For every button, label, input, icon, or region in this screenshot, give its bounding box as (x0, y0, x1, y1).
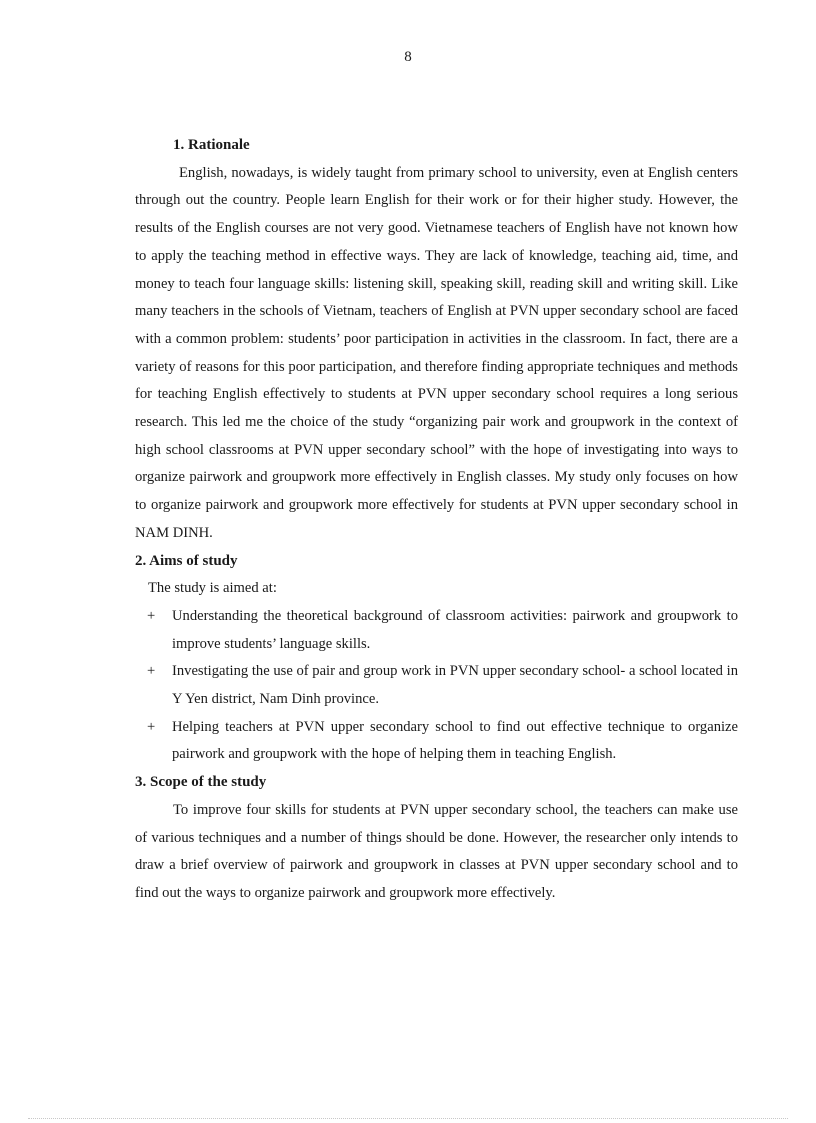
aims-item-text: Understanding the theoretical background of classroom activities: pairwork and groupwork to improve students’ language skills. (172, 607, 738, 652)
document-body (135, 132, 738, 908)
aims-item-text: Helping teachers at PVN upper secondary school to find out effective technique to organize pairwork and groupwork with the hope of helping them in teaching English. (172, 718, 738, 763)
plus-bullet-icon: + (147, 718, 156, 735)
aims-list-item (135, 714, 738, 769)
page-number: 8 (404, 49, 412, 65)
aims-list (135, 603, 738, 769)
scope-paragraph: To improve four skills for students at PVN upper secondary school, the teachers can make use of various techniques and a number of things should be done. However, the researcher only intends to draw a brief overview of pairwork and groupwork in classes at PVN upper secondary school and to find out the ways to organize pairwork and groupwork more effectively. (135, 801, 738, 901)
section-heading-rationale: 1. Rationale (173, 137, 250, 153)
aims-list-item (135, 658, 738, 713)
section-heading-scope: 3. Scope of the study (135, 774, 267, 791)
aims-item-text: Investigating the use of pair and group work in PVN upper secondary school- a school located in Y Yen district, Nam Dinh province. (172, 663, 738, 708)
plus-bullet-icon: + (147, 663, 156, 680)
plus-bullet-icon: + (147, 607, 156, 624)
aims-list-item (135, 603, 738, 658)
section-heading-aims: 2. Aims of study (135, 552, 238, 569)
aims-intro: The study is aimed at: (148, 580, 277, 597)
rationale-paragraph: English, nowadays, is widely taught from primary school to university, even at English centers through out the country. People learn English for their work or for their higher study. However, the results of the English courses are not very good. Vietnamese teachers of English have not known how to apply the teaching method in effective ways. They are lack of knowledge, teaching aid, time, and money to teach four language skills: listening skill, speaking skill, reading skill and writing skill. Like many teachers in the schools of Vietnam, teachers of English at PVN upper secondary school are faced with a common problem: students’ poor participation in activities in the classroom. In fact, there are a variety of reasons for this poor participation, and therefore finding appropriate techniques and methods for teaching English effectively to students at PVN upper secondary school requires a long serious research. This led me the choice of the study “organizing pair work and groupwork in the context of high school classrooms at PVN upper secondary school” with the hope of investigating into ways to organize pairwork and groupwork more effectively in English classes. My study only focuses on how to organize pairwork and groupwork more effectively for students at PVN upper secondary school in NAM DINH. (135, 164, 738, 541)
page-bottom-divider (28, 1118, 788, 1119)
